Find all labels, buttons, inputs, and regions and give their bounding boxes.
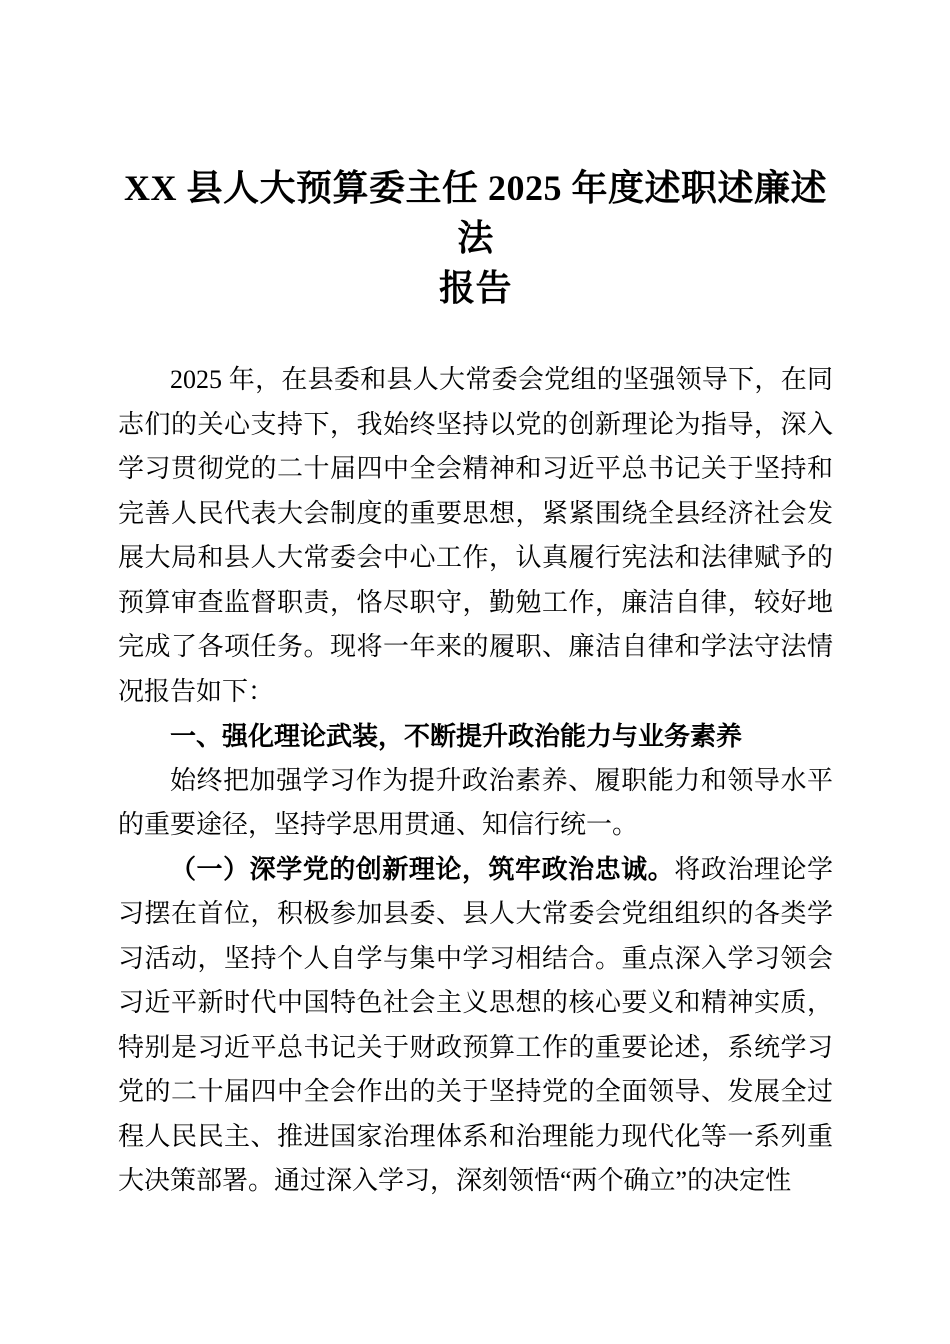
paragraph-introduction: 2025 年，在县委和县人大常委会党组的坚强领导下，在同志们的关心支持下，我始终坚持以党的创新理论为指导，深入学习贯彻党的二十届四中全会精神和习近平总书记关于坚持和完善人民代表大会制度的重要思想，紧紧围绕全县经济社会发展大局和县人大常委会中心工作，认真履行宪法和法律赋予的预算审查监督职责，恪尽职守，勤勉工作，廉洁自律，较好地完成了各项任务。现将一年来的履职、廉洁自律和学法守法情况报告如下： xyxy=(118,365,833,706)
subsection-1-1-lead: （一）深学党的创新理论，筑牢政治忠诚。 xyxy=(170,854,675,884)
document-title-line-1: XX 县人大预算委主任 2025 年度述职述廉述法 xyxy=(124,168,827,258)
paragraph-subsection-1-1 xyxy=(118,848,833,1204)
paragraph-section-1-intro: 始终把加强学习作为提升政治素养、履职能力和领导水平的重要途径，坚持学思用贯通、知信行统一。 xyxy=(118,765,833,839)
section-heading-1: 一、强化理论武装，不断提升政治能力与业务素养 xyxy=(170,721,743,751)
document-title xyxy=(118,163,833,313)
subsection-1-1-body: 将政治理论学习摆在首位，积极参加县委、县人大常委会党组组织的各类学习活动，坚持个人自学与集中学习相结合。重点深入学习领会习近平新时代中国特色社会主义思想的核心要义和精神实质，特别是习近平总书记关于财政预算工作的重要论述，系统学习党的二十届四中全会作出的关于坚持党的全面领导、发展全过程人民民主、推进国家治理体系和治理能力现代化等一系列重大决策部署。通过深入学习，深刻领悟“两个确立”的决定性 xyxy=(118,854,833,1195)
document-title-line-2: 报告 xyxy=(438,268,512,308)
